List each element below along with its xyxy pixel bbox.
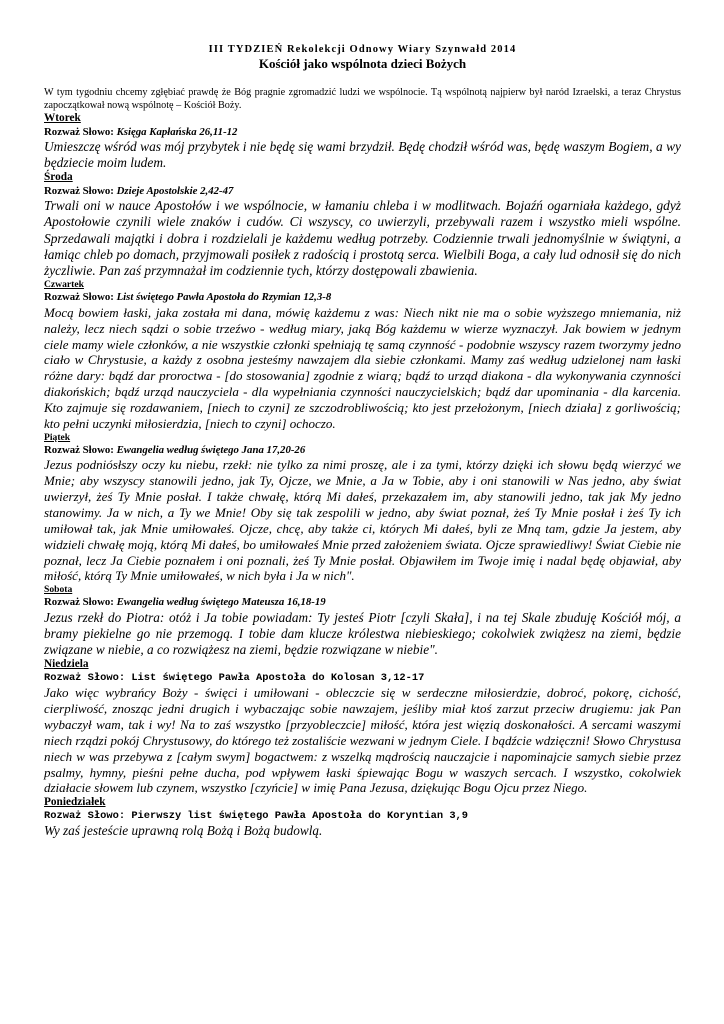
- day-section-sroda: [44, 171, 681, 279]
- reference-source: Ewangelia według świętego Jana 17,20-26: [116, 443, 306, 456]
- reference-source: List świętego Pawła Apostoła do Rzymian 12,3-8: [116, 291, 332, 304]
- day-section-niedziela: [44, 658, 681, 796]
- scripture-reference: [44, 185, 681, 198]
- retreat-header: III TYDZIEŃ Rekolekcji Odnowy Wiary Szynwałd 2014: [208, 44, 517, 55]
- scripture-text: Trwali oni w nauce Apostołów i we wspólnocie, w łamaniu chleba i w modlitwach. Bojaźń ogarniała każdego, gdyż Apostołowie czynili wiele znaków i cudów. Ci wszyscy, co uwierzyli, przebywali razem i wszystko mieli wspólne. Sprzedawali majątki i dobra i rozdzielali je każdemu według potrzeby. Codziennie trwali jednomyślnie w świątyni, a łamiąc chleb po domach, przyjmowali posiłek z radością i prostotą serca. Wielbili Boga, a cały lud odnosił się do nich życzliwie. Pan zaś przymnażał im codziennie tych, którzy dostępowali zbawienia.: [44, 198, 681, 279]
- scripture-reference: [44, 291, 681, 304]
- reference-source: Księga Kapłańska 26,11-12: [116, 125, 238, 138]
- day-heading: Sobota: [44, 584, 73, 596]
- day-section-wtorek: [44, 112, 681, 171]
- reference-source: List świętego Pawła Apostoła do Kolosan 3,12-17: [131, 671, 425, 684]
- scripture-reference: [44, 810, 681, 823]
- scripture-text: Mocą bowiem łaski, jaka została mi dana, mówię każdemu z was: Niech nikt nie ma o sobie wyższego mniemania, niż należy, lecz niech sądzi o sobie trzeźwo - według miary, jaką Bóg każdemu w wierze wyznaczył. Jak bowiem w jednym ciele mamy wiele członków, a nie wszystkie członki spełniają tę samą czynność - podobnie wszyscy razem tworzymy jedno ciało w Chrystusie, a każdy z osobna jesteśmy nawzajem dla siebie członkami. Mamy zaś według udzielonej nam łaski różne dary: bądź dar proroctwa - [do stosowania] zgodnie z wiarą; bądź to urząd diakona - dla wykonywania czynności diakońskich; bądź urząd nauczyciela - dla wypełniania czynności nauczycielskich; bądź dar upominania - dla karcenia. Kto zajmuje się rozdawaniem, [niech to czyni] ze szczodrobliwością; kto jest przełożonym, [niech działa] z gorliwością; kto pełni uczynki miłosierdzia, [niech to czyni] ochoczo.: [44, 304, 681, 432]
- day-section-piatek: [44, 432, 681, 584]
- scripture-text: Jezus rzekł do Piotra: otóż i Ja tobie powiadam: Ty jesteś Piotr [czyli Skała], i na tej Skale zbuduję Kościół mój, a bramy piekielne go nie przemogą. I tobie dam klucze królestwa niebieskiego; cokolwiek zwiążesz na ziemi, będzie związane w niebie, a co rozwiążesz na ziemi, będzie rozwiązane w niebie".: [44, 609, 681, 658]
- day-heading: Czwartek: [44, 279, 84, 291]
- day-heading: Niedziela: [44, 658, 89, 671]
- scripture-text: Jezus podniósłszy oczy ku niebu, rzekł: nie tylko za nimi proszę, ale i za tymi, którzy dzięki ich słowu będą wierzyć we Mnie; aby wszyscy stanowili jedno, jak Ty, Ojcze, we Mnie, a Ja w Tobie, aby i oni stanowili w Nas jedno, aby świat uwierzył, żeś Ty Mnie posłał. I także chwałę, którą Mi dałeś, przekazałem im, aby stanowili jedno, tak jak My jedno stanowimy. Ja w nich, a Ty we Mnie! Oby się tak zespolili w jedno, aby świat poznał, żeś Ty Mnie posłał i żeś Ty ich umiłował tak, jak Mnie umiłowałeś. Ojcze, chcę, aby także ci, których Mi dałeś, byli ze Mną tam, gdzie Ja jestem, aby widzieli chwałę moją, którą Mi dałeś, bo umiłowałeś Mnie przed założeniem świata. Ojcze sprawiedliwy! Świat Ciebie nie poznał, lecz Ja Ciebie poznałem i oni poznali, żeś Ty Mnie posłał. Objawiłem im Twoje imię i nadal będę objawiał, aby miłość, którą Ty Mnie umiłowałeś, w nich była i Ja w nich".: [44, 457, 681, 584]
- day-section-poniedzialek: [44, 796, 681, 839]
- document-page: [44, 43, 681, 839]
- day-heading: Środa: [44, 171, 73, 184]
- reference-label: Rozważ Słowo:: [44, 291, 114, 304]
- scripture-text: Umieszczę wśród was mój przybytek i nie będę się wami brzydził. Będę chodził wśród was, będę waszym Bogiem, a wy będziecie moim ludem.: [44, 138, 681, 170]
- reference-label: Rozważ Słowo:: [44, 671, 126, 684]
- scripture-text: Wy zaś jesteście uprawną rolą Bożą i Bożą budowlą.: [44, 823, 323, 839]
- day-heading: Piątek: [44, 431, 71, 443]
- scripture-text: Jako więc wybrańcy Boży - święci i umiłowani - obleczcie się w serdeczne miłosierdzie, dobroć, pokorę, cichość, cierpliwość, znosząc jedni drugich i wybaczając sobie nawzajem, jeśliby miał ktoś zarzut przeciw drugiemu: jak Pan wybaczył wam, tak i wy! Na to zaś wszystko [przyobleczcie] miłość, która jest więzią doskonałości. A sercami waszymi niech rządzi pokój Chrystusowy, do którego też zostaliście wezwani w jednym Ciele. I bądźcie wdzięczni! Słowo Chrystusa niech w was przebywa z [całym swym] bogactwem: z wszelką mądrością nauczajcie i napominajcie samych siebie przez psalmy, hymny, pieśni pełne ducha, pod wpływem łaski śpiewając Bogu w waszych sercach. I wszystko, cokolwiek działacie słowem lub czynem, wszystko [czyńcie] w imię Pana Jezusa, dziękując Bogu Ojcu przez Niego.: [44, 685, 681, 796]
- scripture-reference: [44, 444, 681, 457]
- scripture-reference: [44, 596, 681, 609]
- reference-source: Pierwszy list świętego Pawła Apostoła do Koryntian 3,9: [131, 809, 469, 822]
- intro-paragraph: W tym tygodniu chcemy zgłębiać prawdę że Bóg pragnie zgromadzić ludzi we wspólnocie. Tą wspólnotą najpierw był naród Izraelski, a teraz Chrystus zapoczątkował nową wspólnotę – Kościół Boży.: [44, 87, 681, 111]
- reference-source: Ewangelia według świętego Mateusza 16,18-19: [116, 596, 326, 609]
- reference-label: Rozważ Słowo:: [44, 125, 114, 138]
- scripture-reference: [44, 126, 681, 139]
- reference-label: Rozważ Słowo:: [44, 809, 126, 822]
- page-title: Kościół jako wspólnota dzieci Bożych: [258, 56, 467, 71]
- reference-label: Rozważ Słowo:: [44, 596, 114, 609]
- day-heading: Poniedziałek: [44, 796, 106, 809]
- reference-label: Rozważ Słowo:: [44, 443, 114, 456]
- day-section-sobota: [44, 584, 681, 658]
- reference-source: Dzieje Apostolskie 2,42-47: [116, 184, 234, 197]
- day-section-czwartek: [44, 279, 681, 431]
- day-heading: Wtorek: [44, 112, 81, 124]
- scripture-reference: [44, 672, 681, 685]
- reference-label: Rozważ Słowo:: [44, 184, 114, 197]
